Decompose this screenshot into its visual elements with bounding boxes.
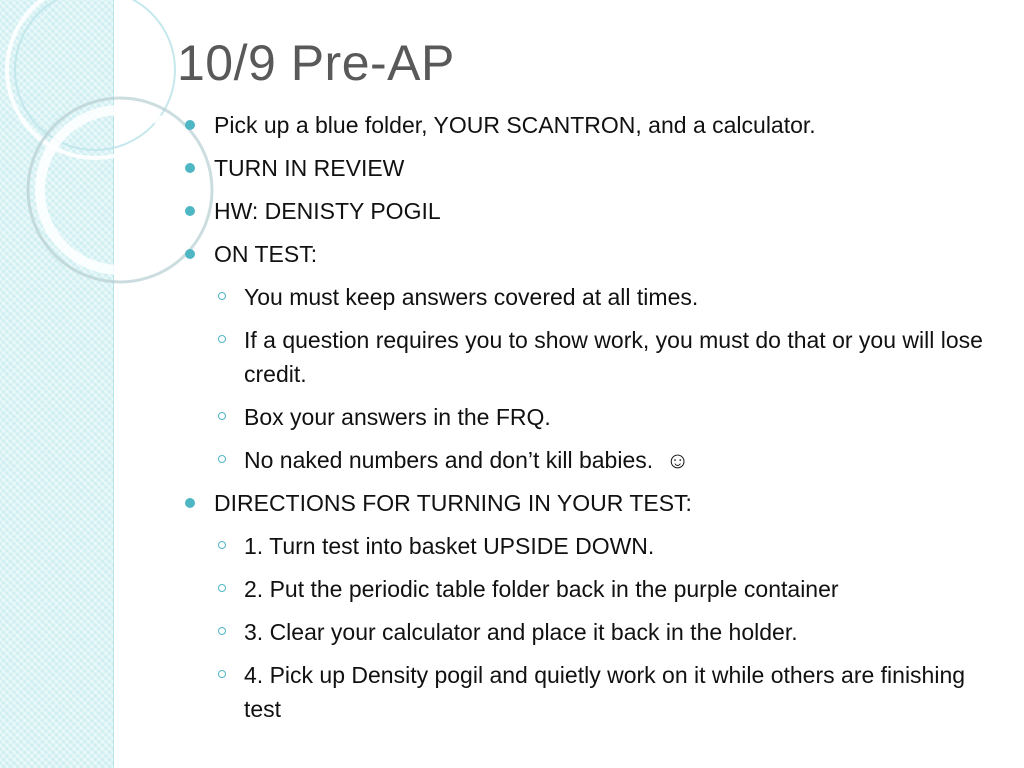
sub-list-item <box>185 443 985 477</box>
sub-list-item-text: 3. Clear your calculator and place it back in the holder. <box>244 619 798 645</box>
slide-title: 10/9 Pre-AP <box>177 35 455 91</box>
sub-list-item <box>185 280 985 314</box>
list-item <box>185 108 985 142</box>
bullet-dot-icon <box>185 206 195 216</box>
sub-list-item <box>185 572 985 606</box>
sub-list-item <box>185 400 985 434</box>
sub-list-item-text: You must keep answers covered at all times. <box>244 284 699 310</box>
bullet-dot-icon <box>185 163 195 173</box>
list-item-text: Pick up a blue folder, YOUR SCANTRON, and a calculator. <box>214 112 816 138</box>
sub-list-item <box>185 658 985 726</box>
bullet-ring-icon <box>218 335 226 343</box>
decorative-rings <box>0 0 140 330</box>
bullet-dot-icon <box>185 120 195 130</box>
bullet-ring-icon <box>218 627 226 635</box>
list-item-text: HW: DENISTY POGIL <box>214 198 441 224</box>
bullet-ring-icon <box>218 292 226 300</box>
sub-list-item-text: 4. Pick up Density pogil and quietly work on it while others are finishing test <box>244 662 966 722</box>
list-item <box>185 237 985 271</box>
sub-list-item-text: 2. Put the periodic table folder back in the purple container <box>244 576 839 602</box>
smiley-face-icon: ☺ <box>659 447 690 473</box>
sub-list-item-text: 1. Turn test into basket UPSIDE DOWN. <box>244 533 655 559</box>
bullet-ring-icon <box>218 412 226 420</box>
bullet-ring-icon <box>218 541 226 549</box>
sub-list-item <box>185 529 985 563</box>
bullet-dot-icon <box>185 498 195 508</box>
sub-list-item <box>185 323 985 391</box>
sub-list-item-text: No naked numbers and don’t kill babies. <box>244 447 654 473</box>
bullet-dot-icon <box>185 249 195 259</box>
list-item-text: DIRECTIONS FOR TURNING IN YOUR TEST: <box>214 490 692 516</box>
bullet-ring-icon <box>218 584 226 592</box>
bullet-list <box>185 108 985 735</box>
bullet-ring-icon <box>218 670 226 678</box>
sub-list-item <box>185 615 985 649</box>
sub-list-item-text: Box your answers in the FRQ. <box>244 404 551 430</box>
list-item <box>185 151 985 185</box>
list-item-text: ON TEST: <box>214 241 318 267</box>
sub-list-item-text: If a question requires you to show work, you must do that or you will lose credit. <box>244 327 983 387</box>
list-item <box>185 194 985 228</box>
bullet-ring-icon <box>218 455 226 463</box>
list-item-text: TURN IN REVIEW <box>214 155 405 181</box>
list-item <box>185 486 985 520</box>
